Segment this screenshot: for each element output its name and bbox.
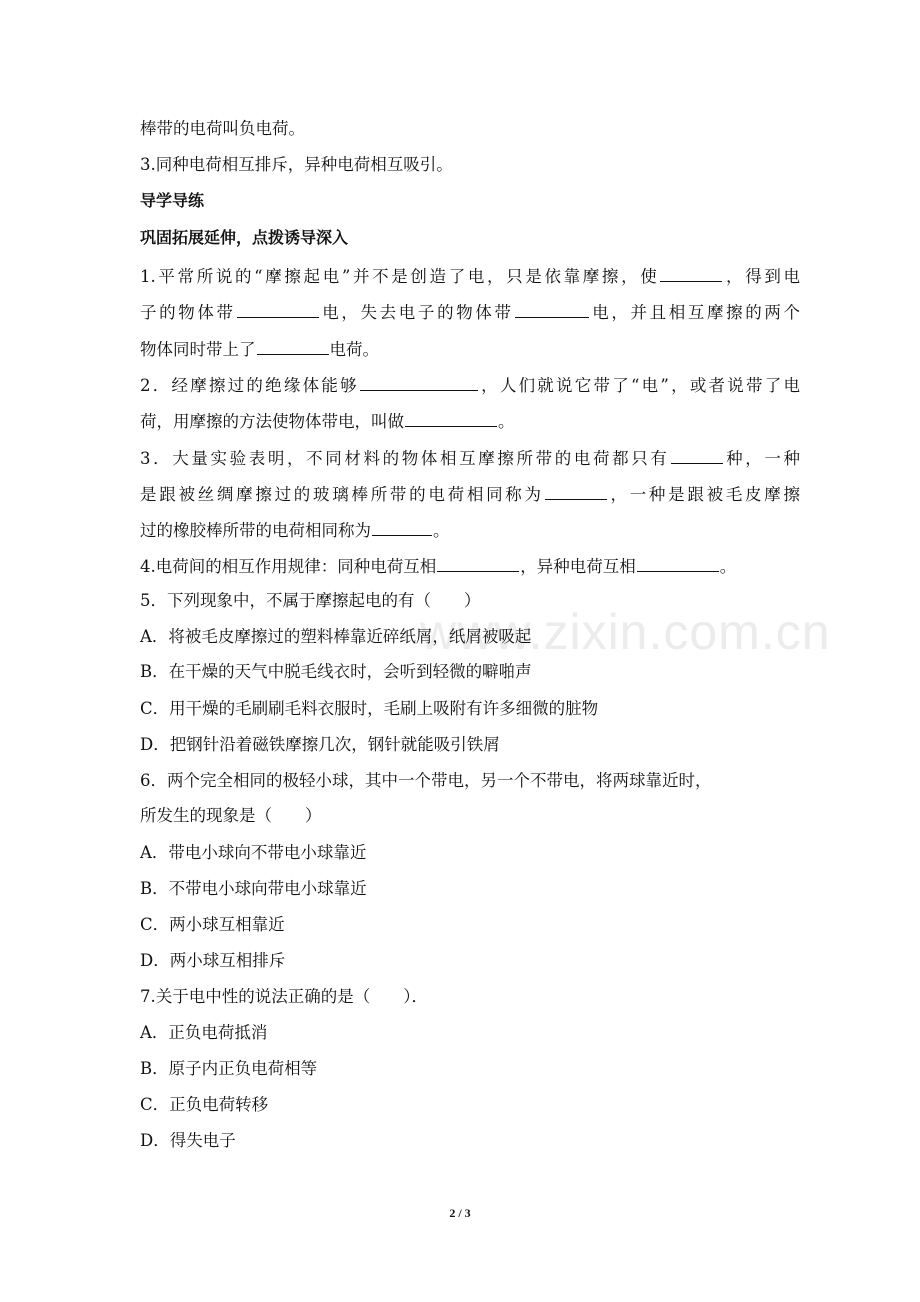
answer-blank[interactable]	[360, 372, 478, 391]
question-1-line-3: 物体同时带上了 电荷。	[140, 336, 800, 362]
answer-blank[interactable]	[372, 517, 432, 536]
section-heading: 导学导练	[140, 191, 205, 210]
answer-blank[interactable]	[671, 445, 723, 464]
answer-blank[interactable]	[437, 553, 519, 572]
text-line: 棒带的电荷叫负电荷。	[140, 119, 305, 138]
question-3-line-3: 过的橡胶棒所带的电荷相同称为 。	[140, 517, 800, 543]
question-5-option-b: B．在干燥的天气中脱毛线衣时，会听到轻微的噼啪声	[140, 662, 532, 681]
question-5-option-a: A．将被毛皮摩擦过的塑料棒靠近碎纸屑，纸屑被吸起	[140, 627, 532, 646]
question-2-line-1: 2．经摩擦过的绝缘体能够 ，人们就说它带了“电”，或者说带了电	[140, 372, 800, 398]
question-7-option-b: B．原子内正负电荷相等	[140, 1059, 318, 1078]
question-1-line-1: 1.平常所说的“摩擦起电”并不是创造了电，只是依靠摩擦，使 ，得到电	[140, 263, 800, 289]
question-6-line-1: 6．两个完全相同的极轻小球，其中一个带电，另一个不带电，将两球靠近时，	[140, 771, 712, 790]
question-1-line-2: 子的物体带 电，失去电子的物体带 电，并且相互摩擦的两个	[140, 299, 800, 325]
page-number: 2 / 3	[449, 1206, 471, 1220]
question-5: 5．下列现象中，不属于摩擦起电的有（ ）	[140, 591, 481, 610]
question-7-option-d: D．得失电子	[140, 1131, 236, 1150]
question-7-option-c: C．正负电荷转移	[140, 1095, 269, 1114]
question-6-option-b: B．不带电小球向带电小球靠近	[140, 879, 367, 898]
answer-blank[interactable]	[405, 408, 497, 427]
question-7-option-a: A．正负电荷抵消	[140, 1023, 268, 1042]
answer-blank[interactable]	[257, 336, 329, 355]
section-subheading: 巩固拓展延伸，点拨诱导深入	[140, 228, 349, 247]
question-5-option-d: D．把钢针沿着磁铁摩擦几次，钢针就能吸引铁屑	[140, 735, 500, 754]
question-2-line-2: 荷，用摩擦的方法使物体带电，叫做 。	[140, 408, 800, 434]
question-6-option-a: A．带电小球向不带电小球靠近	[140, 843, 367, 862]
question-3-line-2: 是跟被丝绸摩擦过的玻璃棒所带的电荷相同称为 ，一种是跟被毛皮摩擦	[140, 481, 800, 507]
question-6-option-c: C．两小球互相靠近	[140, 915, 285, 934]
question-5-option-c: C．用干燥的毛刷刷毛料衣服时，毛刷上吸附有许多细微的脏物	[140, 699, 599, 718]
answer-blank[interactable]	[237, 299, 319, 318]
answer-blank[interactable]	[515, 299, 589, 318]
answer-blank[interactable]	[545, 481, 607, 500]
question-4: 4.电荷间的相互作用规律：同种电荷互相 ，异种电荷互相 。	[140, 553, 800, 579]
question-6-line-2: 所发生的现象是（ ）	[140, 806, 322, 825]
question-6-option-d: D．两小球互相排斥	[140, 951, 286, 970]
text-line: 3.同种电荷相互排斥，异种电荷相互吸引。	[140, 155, 453, 174]
answer-blank[interactable]	[660, 263, 722, 282]
question-7: 7.关于电中性的说法正确的是（ ）．	[140, 987, 428, 1006]
answer-blank[interactable]	[637, 553, 719, 572]
question-3-line-1: 3．大量实验表明，不同材料的物体相互摩擦所带的电荷都只有 种，一种	[140, 445, 800, 471]
watermark: www.zixin.com.cn	[420, 604, 831, 660]
